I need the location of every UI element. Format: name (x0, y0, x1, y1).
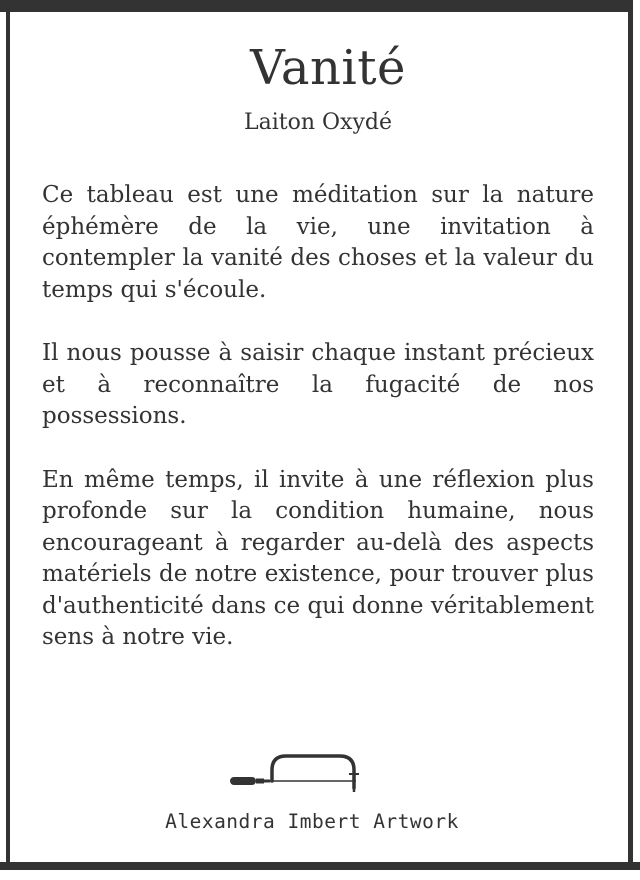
description-paragraph-3: En même temps, il invite à une réflexion plus profonde sur la condition humaine, nous encourageant à regarder au-delà des aspects matériels de notre existence, pour trouver plus d'authenticité dans ce qui donne véritablement sens à notre vie. (42, 466, 594, 650)
frame-outer-margin-bottom (0, 870, 640, 880)
jeweler-saw-icon (228, 752, 364, 796)
frame-border-bottom (0, 862, 640, 870)
artist-signature: Alexandra Imbert Artwork (165, 810, 459, 833)
frame-border-top (0, 0, 640, 12)
artwork-title: Vanité (250, 40, 406, 96)
description-paragraph-1: Ce tableau est une méditation sur la nature éphémère de la vie, une invitation à contempler la vanité des choses et la valeur du temps qui s'écoule. (42, 182, 594, 303)
artwork-material: Laiton Oxydé (244, 110, 392, 135)
description-paragraph-2: Il nous pousse à saisir chaque instant précieux et à reconnaître la fugacité de nos possessions. (42, 340, 594, 429)
artwork-description (42, 180, 594, 686)
